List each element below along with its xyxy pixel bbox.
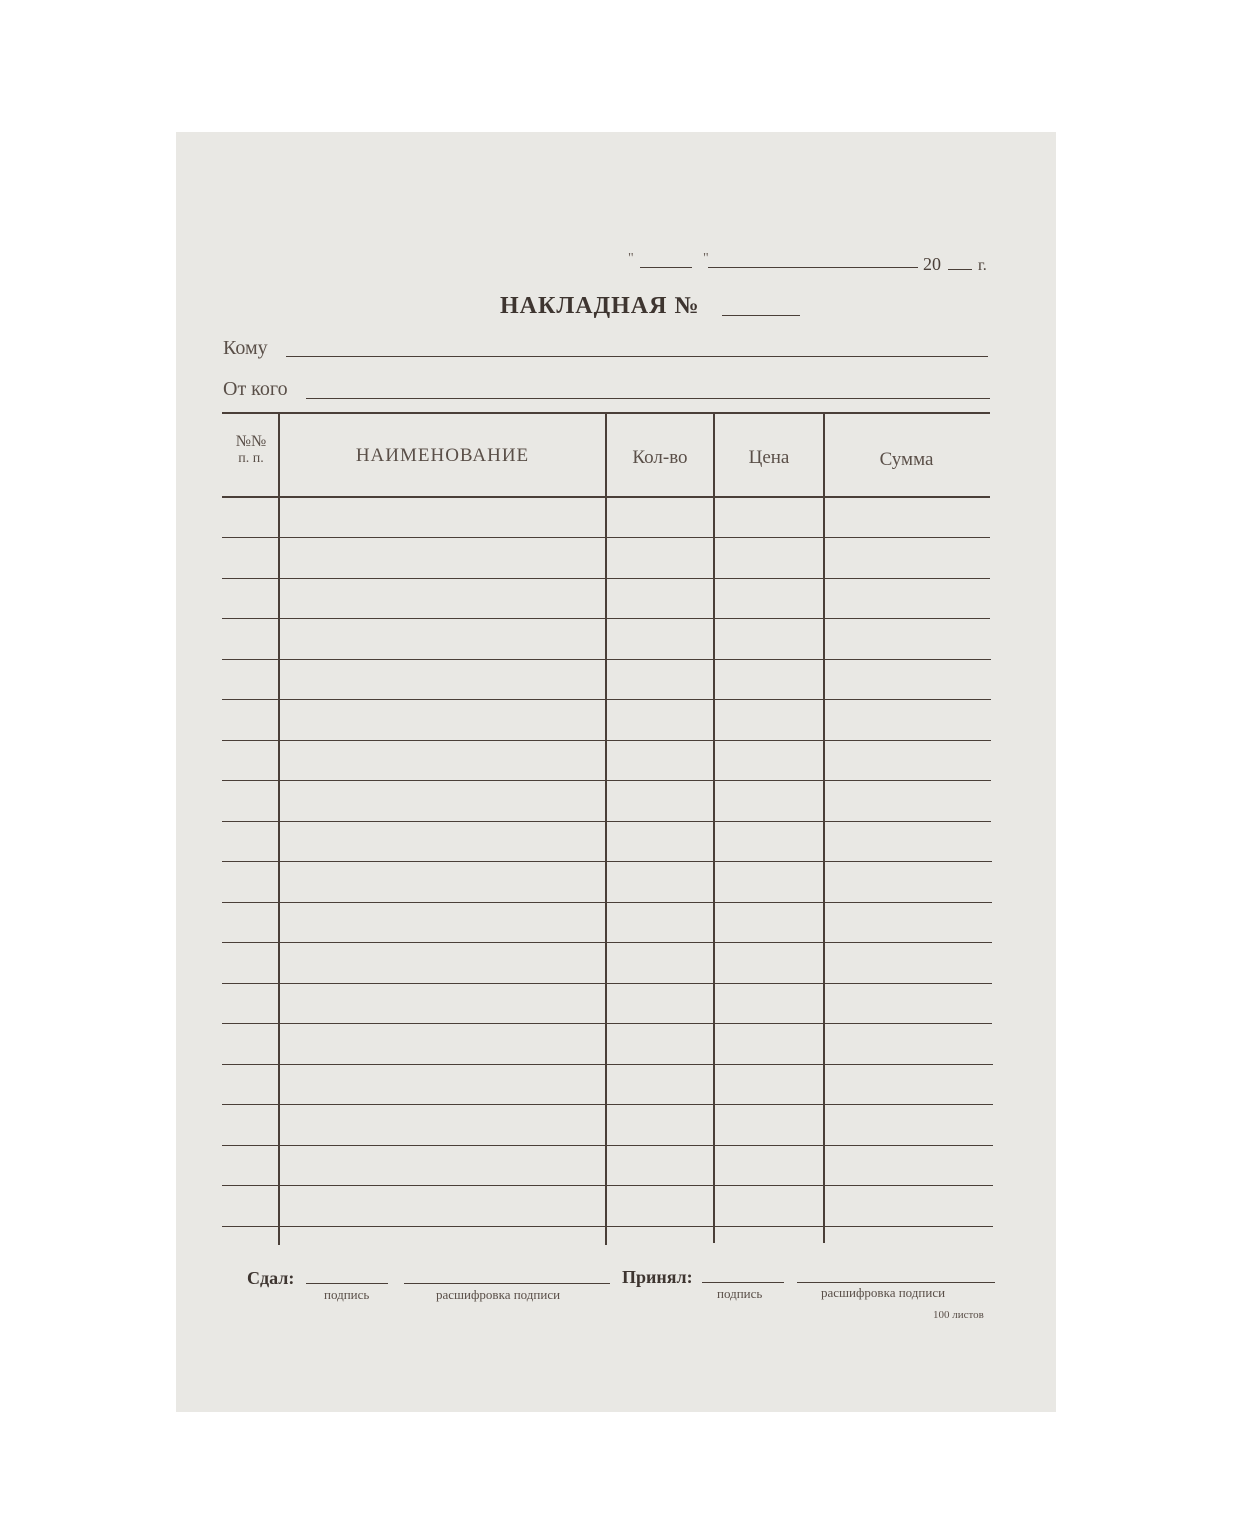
date-open-quote: " [628,251,634,266]
column-header-sum: Сумма [879,449,934,470]
table-row[interactable] [222,821,991,822]
from-label: От кого [223,378,288,400]
table-row[interactable] [222,1064,993,1065]
column-header-qty: Кол-во [632,447,688,468]
handed-decoding-field[interactable] [404,1283,610,1284]
column-header-name: НАИМЕНОВАНИЕ [355,445,530,466]
date-year-suffix: г. [978,257,987,274]
date-day-field[interactable] [640,267,692,268]
table-row[interactable] [222,942,992,943]
table-row[interactable] [222,1023,992,1024]
handed-label: Сдал: [247,1268,295,1288]
to-label: Кому [223,337,268,359]
table-row[interactable] [222,699,991,700]
date-year-field[interactable] [948,269,972,270]
invoice-form-sheet [176,132,1056,1412]
document-number-field[interactable] [722,315,800,316]
column-header-num [224,432,278,468]
table-row[interactable] [222,1145,993,1146]
table-row[interactable] [222,578,990,579]
handed-decoding-caption: расшифровка подписи [436,1287,561,1302]
date-month-field[interactable] [708,267,918,268]
sheet-count: 100 листов [933,1309,984,1321]
date-close-quote: " [703,251,709,266]
table-row[interactable] [222,780,991,781]
received-signature-field[interactable] [702,1282,784,1283]
table-row[interactable] [222,861,992,862]
received-label: Принял: [622,1267,693,1287]
date-year-prefix: 20 [923,254,941,274]
received-decoding-field[interactable] [797,1282,995,1283]
handed-signature-caption: подпись [324,1287,370,1302]
table-row[interactable] [222,1104,993,1105]
column-header-price: Цена [748,447,790,468]
table-row[interactable] [222,740,991,741]
table-row[interactable] [222,618,990,619]
table-row[interactable] [222,1226,993,1227]
table-row[interactable] [222,537,990,538]
column-header-num-line2: п. п. [238,451,264,467]
table-row[interactable] [222,1185,993,1186]
table-row[interactable] [222,902,992,903]
to-field[interactable] [286,356,988,357]
table-row[interactable] [222,659,991,660]
handed-signature-field[interactable] [306,1283,388,1284]
from-field[interactable] [306,398,990,399]
document-title: НАКЛАДНАЯ № [500,293,700,319]
received-decoding-caption: расшифровка подписи [821,1285,946,1300]
received-signature-caption: подпись [717,1286,763,1301]
column-header-num-line1: №№ [235,433,267,450]
table-row[interactable] [222,983,992,984]
